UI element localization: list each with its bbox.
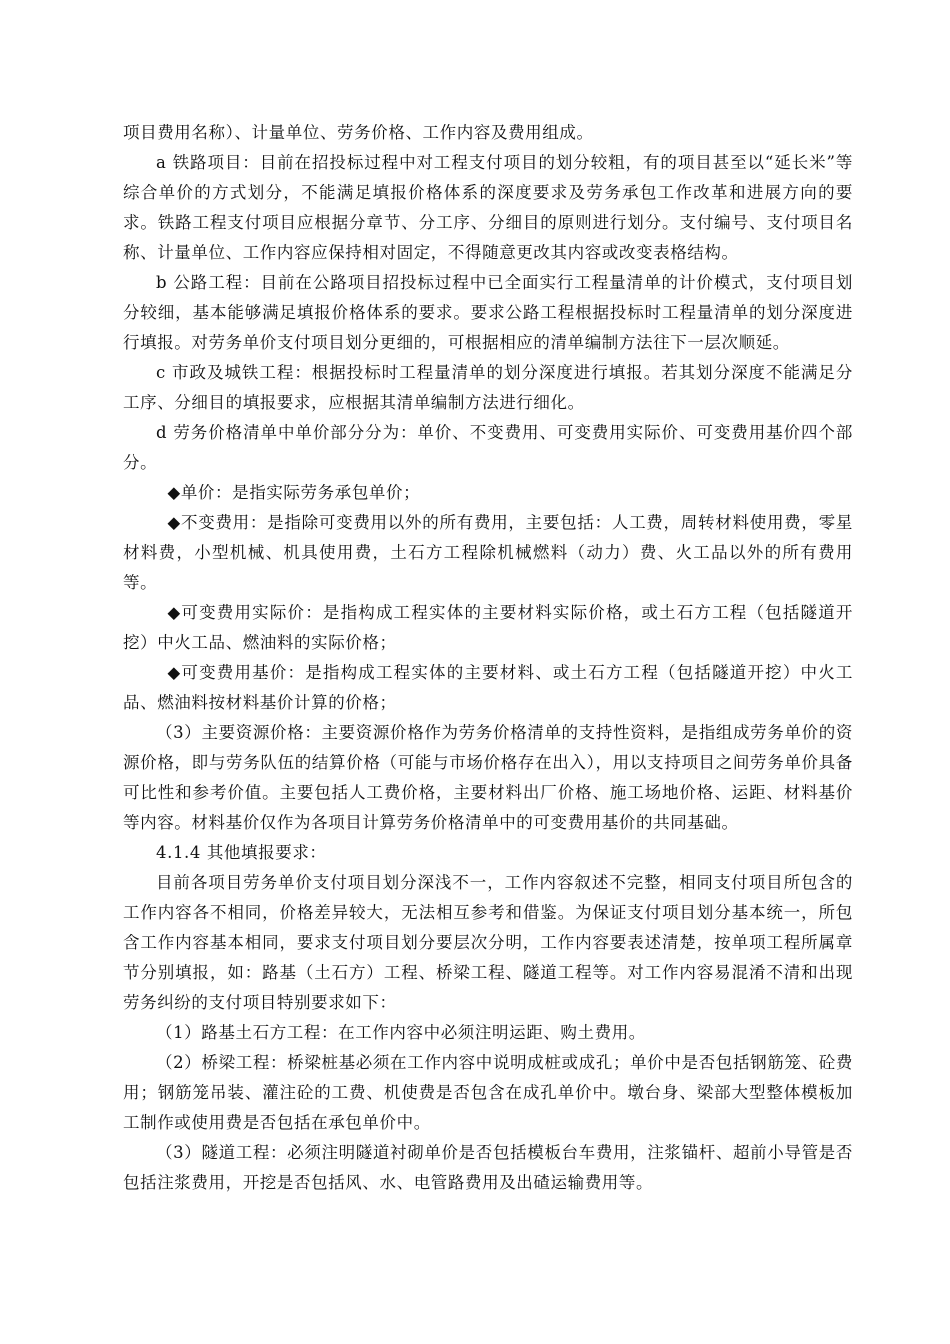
paragraph-railway-item: a 铁路项目：目前在招投标过程中对工程支付项目的划分较粗，有的项目甚至以“延长米”等综合单价的方式划分，不能满足填报价格体系的深度要求及劳务承包工作改革和进展方向的要求。铁路工程支付项目应根据分章节、分工序、分细目的原则进行划分。支付编号、支付项目名称、计量单位、工作内容应保持相对固定，不得随意更改其内容或改变表格结构。 (123, 153, 853, 262)
document-body (123, 118, 853, 1198)
paragraph-resource-prices: （3）主要资源价格：主要资源价格作为劳务价格清单的支持性资料，是指组成劳务单价的资源价格，即与劳务队伍的结算价格（可能与市场价格存在出入），用以支持项目之间劳务单价具备可比性和参考价值。主要包括人工费价格，主要材料出厂价格、施工场地价格、运距、材料基价等内容。材料基价仅作为各项目计算劳务价格清单中的可变费用基价的共同基础。 (123, 723, 853, 832)
paragraph-price-parts: d 劳务价格清单中单价部分分为：单价、不变费用、可变费用实际价、可变费用基价四个部分。 (123, 423, 853, 472)
bullet-variable-base: ◆可变费用基价：是指构成工程实体的主要材料、或土石方工程（包括隧道开挖）中火工品、燃油料按材料基价计算的价格； (123, 663, 853, 712)
requirement-tunnel: （3）隧道工程：必须注明隧道衬砌单价是否包括模板台车费用，注浆锚杆、超前小导管是否包括注浆费用，开挖是否包括风、水、电管路费用及出碴运输费用等。 (123, 1143, 853, 1192)
bullet-unit-price: ◆单价：是指实际劳务承包单价； (167, 483, 421, 502)
bullet-variable-actual: ◆可变费用实际价：是指构成工程实体的主要材料实际价格，或土石方工程（包括隧道开挖）中火工品、燃油料的实际价格； (123, 603, 853, 652)
paragraph-highway-item: b 公路工程：目前在公路项目招投标过程中已全面实行工程量清单的计价模式，支付项目划分较细，基本能够满足填报价格体系的要求。要求公路工程根据投标时工程量清单的划分深度进行填报。对劳务单价支付项目划分更细的，可根据相应的清单编制方法往下一层次顺延。 (123, 273, 853, 352)
requirement-earthwork: （1）路基土石方工程：在工作内容中必须注明运距、购土费用。 (156, 1023, 646, 1042)
paragraph-continuation: 项目费用名称）、计量单位、劳务价格、工作内容及费用组成。 (123, 123, 594, 142)
paragraph-other-requirements: 目前各项目劳务单价支付项目划分深浅不一，工作内容叙述不完整，相同支付项目所包含的工作内容各不相同，价格差异较大，无法相互参考和借鉴。为保证支付项目划分基本统一，所包含工作内容基本相同，要求支付项目划分要层次分明，工作内容要表述清楚，按单项工程所属章节分别填报，如：路基（土石方）工程、桥梁工程、隧道工程等。对工作内容易混淆不清和出现劳务纠纷的支付项目特别要求如下： (123, 873, 853, 1012)
section-heading-4-1-4: 4.1.4 其他填报要求： (156, 843, 327, 862)
requirement-bridge: （2）桥梁工程：桥梁桩基必须在工作内容中说明成桩或成孔；单价中是否包括钢筋笼、砼费用；钢筋笼吊装、灌注砼的工费、机使费是否包含在成孔单价中。墩台身、梁部大型整体模板加工制作或使用费是否包括在承包单价中。 (123, 1053, 853, 1132)
bullet-fixed-cost: ◆不变费用：是指除可变费用以外的所有费用，主要包括：人工费，周转材料使用费，零星材料费，小型机械、机具使用费，土石方工程除机械燃料（动力）费、火工品以外的所有费用等。 (123, 513, 853, 592)
paragraph-municipal-item: c 市政及城铁工程：根据投标时工程量清单的划分深度进行填报。若其划分深度不能满足分工序、分细目的填报要求，应根据其清单编制方法进行细化。 (123, 363, 853, 412)
